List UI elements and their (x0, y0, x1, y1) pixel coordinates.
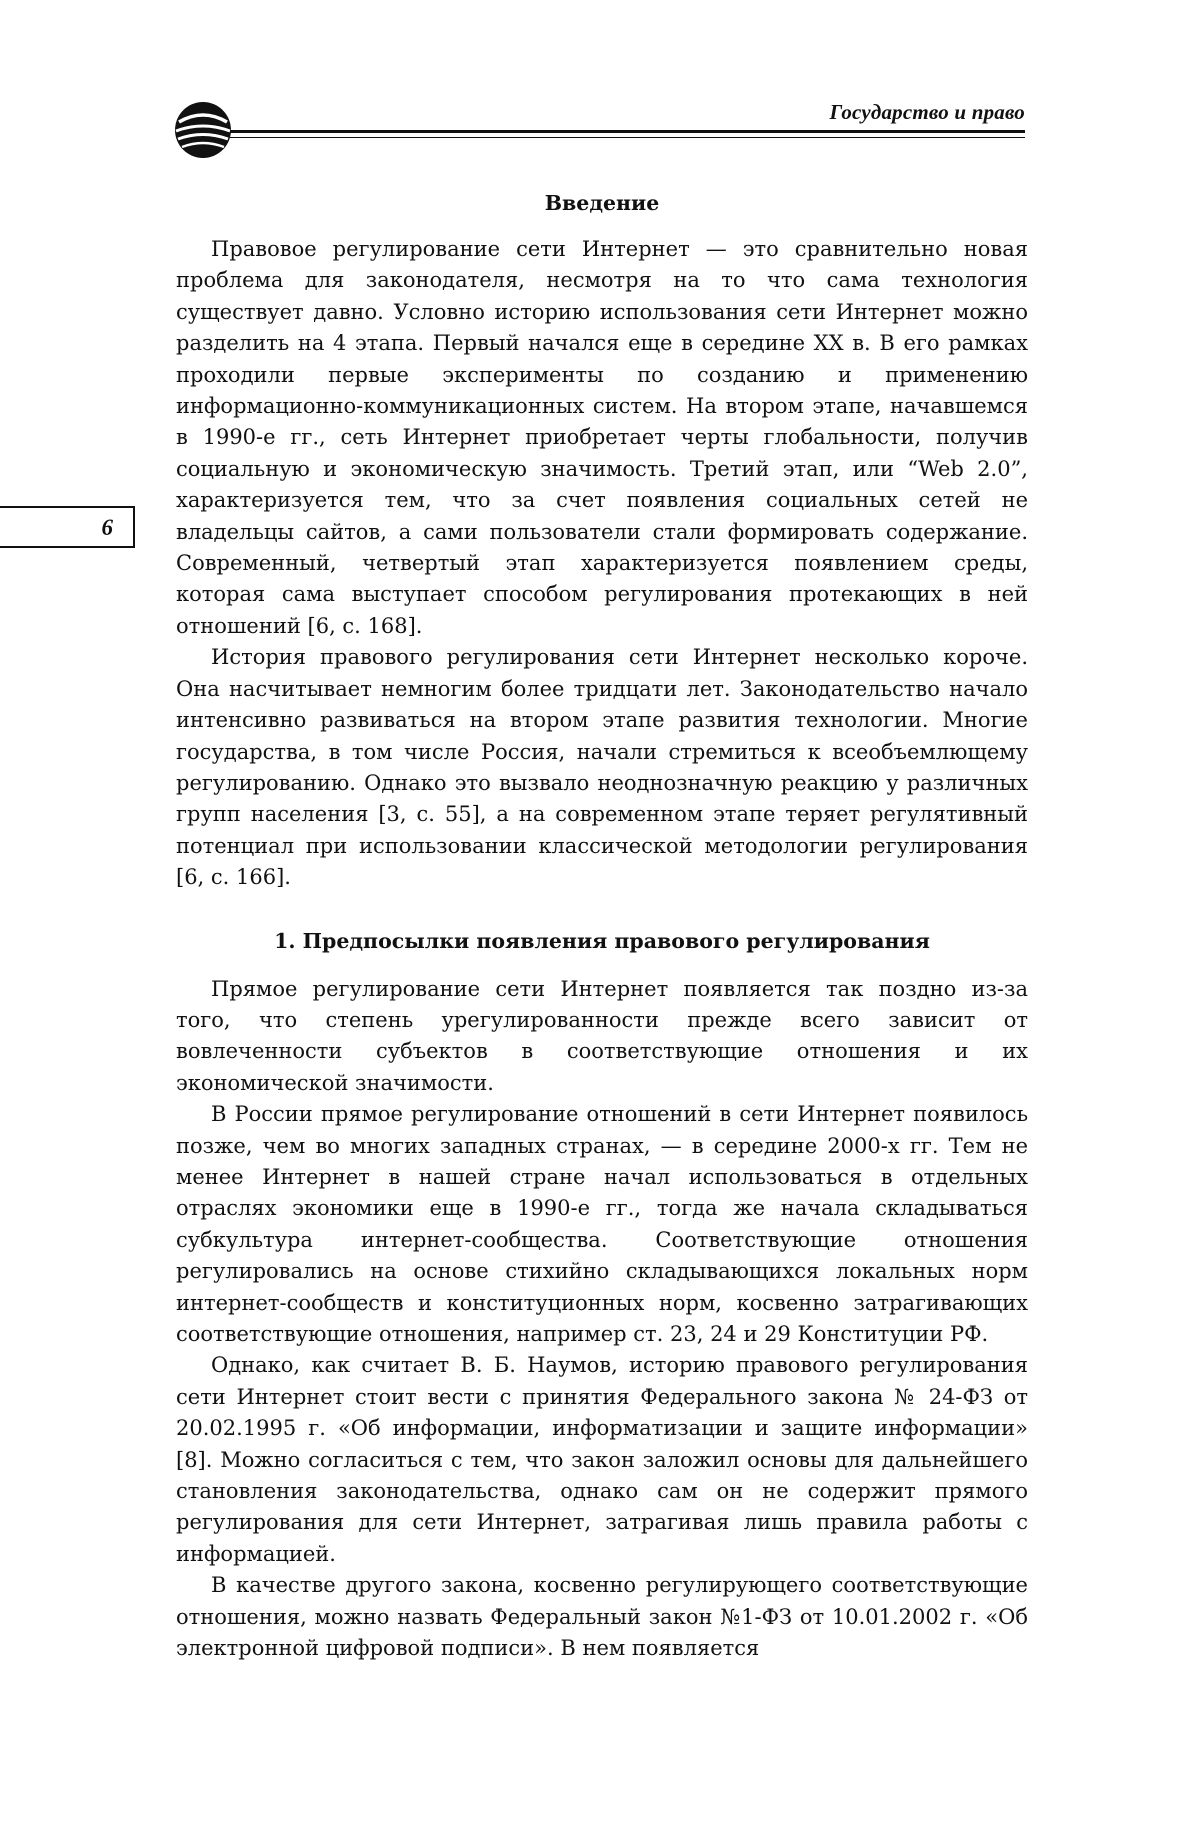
intro-paragraph: История правового регулирования сети Интернет несколько короче. Она насчитывает немногим более тридцати лет. Законодательство начало интенсивно развиваться на втором этапе развития технологии. Многие государства, в том числе Россия, начали стремиться к всеобъемлющему регулированию. Однако это вызвало неоднозначную реакцию у различных групп населения [3, с. 55], а на современном этапе теряет регулятивный потенциал при использовании классической методологии регулирования [6, с. 166]. (176, 645, 1028, 890)
header-rule-thick (230, 130, 1025, 133)
intro-paragraph: Правовое регулирование сети Интернет — это сравнительно новая проблема для законодателя, несмотря на то что сама технология существует давно. Условно историю использования сети Интернет можно разделить на 4 этапа. Первый начался еще в середине XX в. В его рамках проходили первые эксперименты по созданию и применению информационно-коммуникационных систем. На втором этапе, начавшемся в 1990-е гг., сеть Интернет приобретает черты глобальности, получив социальную и экономическую значимость. Третий этап, или “Web 2.0”, характеризуется тем, что за счет появления социальных сетей не владельцы сайтов, а сами пользователи стали формировать содержание. Современный, четвертый этап характеризуется появлением среды, которая сама выступает способом регулирования протекающих в ней отношений [6, с. 168]. (176, 237, 1028, 638)
page-number: 6 (101, 515, 113, 540)
section-paragraph: Однако, как считает В. Б. Наумов, историю правового регулирования сети Интернет стоит вести с принятия Федерального закона № 24-ФЗ от 20.02.1995 г. «Об информации, информатизации и защите информации» [8]. Можно согласиться с тем, что закон заложил основы для дальнейшего становления законодательства, однако сам он не содержит прямого регулирования для сети Интернет, затрагивая лишь правила работы с информацией. (176, 1353, 1028, 1566)
page-number-tab (0, 506, 135, 548)
section-paragraph: Прямое регулирование сети Интернет появляется так поздно из-за того, что степень урегулированности прежде всего зависит от вовлеченности субъектов в соответствующие отношения и их экономической значимости. (176, 976, 1028, 1095)
page-body (176, 186, 1028, 1664)
section-paragraph: В России прямое регулирование отношений в сети Интернет появилось позже, чем во многих западных странах, — в середине 2000-х гг. Тем не менее Интернет в нашей стране начал использоваться в отдельных отраслях экономики еще в 1990-е гг., тогда же начала складываться субкультура интернет-сообщества. Соответствующие отношения регулировались на основе стихийно складывающихся локальных норм интернет-сообществ и конституционных норм, косвенно затрагивающих соответствующие отношения, например ст. 23, 24 и 29 Конституции РФ. (176, 1102, 1028, 1346)
publisher-logo-icon (172, 99, 234, 161)
running-head: Государство и право (829, 100, 1025, 124)
intro-heading: Введение (544, 191, 660, 215)
section-paragraph: В качестве другого закона, косвенно регулирующего соответствующие отношения, можно назвать Федеральный закон №1-ФЗ от 10.01.2002 г. «Об электронной цифровой подписи». В нем появляется (176, 1573, 1028, 1661)
header-rule-thin (230, 137, 1025, 138)
section-heading: 1. Предпосылки появления правового регулирования (274, 928, 930, 953)
